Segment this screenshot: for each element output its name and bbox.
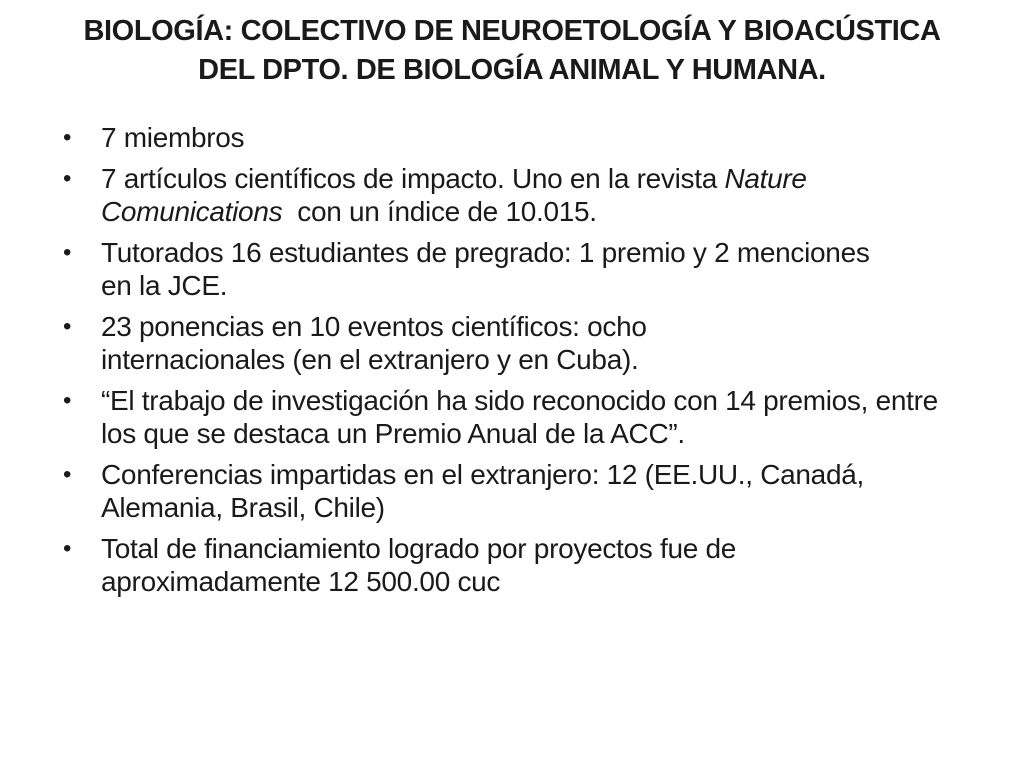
bullet-item-articles — [60, 162, 981, 228]
bullet-icon: • — [63, 165, 72, 192]
bullet-item-presentations — [60, 310, 821, 376]
bullet-item-awards-quote — [60, 384, 961, 450]
bullet-item-funding — [60, 532, 921, 598]
bullet-icon: • — [63, 313, 72, 340]
bullet-text: 7 miembros — [101, 122, 245, 153]
bullet-text: Total de financiamiento logrado por proyectos fue de aproximadamente 12 500.00 cuc — [101, 533, 737, 597]
journal-name-italic: Nature — [724, 163, 807, 194]
bullet-text-part: con un índice de 10.015. — [282, 196, 597, 227]
bullet-item-tutored — [60, 236, 901, 302]
journal-name-italic-2: Comunications — [101, 196, 283, 227]
bullet-icon: • — [63, 239, 72, 266]
bullet-item-conferences — [60, 458, 901, 524]
bullet-text: 23 ponencias en 10 eventos científicos: ocho internacionales (en el extranjero y en Cuba). — [101, 311, 647, 375]
title-line-1: BIOLOGÍA: COLECTIVO DE NEUROETOLOGÍA Y BIOACÚSTICA — [83, 15, 941, 47]
bullet-text: Conferencias impartidas en el extranjero: 12 (EE.UU., Canadá, Alemania, Brasil, Chile) — [101, 459, 864, 523]
bullet-icon: • — [63, 461, 72, 488]
bullet-item-members — [60, 121, 960, 154]
bullet-icon: • — [63, 387, 72, 414]
bullet-text — [101, 163, 807, 227]
title-line-2: DEL DPTO. DE BIOLOGÍA ANIMAL Y HUMANA. — [198, 54, 826, 86]
bullet-icon: • — [63, 535, 72, 562]
bullet-icon: • — [63, 124, 72, 151]
bullet-text-part: 7 artículos científicos de impacto. Uno en la revista — [101, 163, 725, 194]
bullet-text: Tutorados 16 estudiantes de pregrado: 1 premio y 2 menciones en la JCE. — [101, 237, 870, 301]
slide-title — [40, 12, 984, 90]
bullet-text: “El trabajo de investigación ha sido reconocido con 14 premios, entre los que se destaca un Premio Anual de la ACC”. — [101, 385, 938, 449]
bullet-list — [60, 121, 960, 606]
